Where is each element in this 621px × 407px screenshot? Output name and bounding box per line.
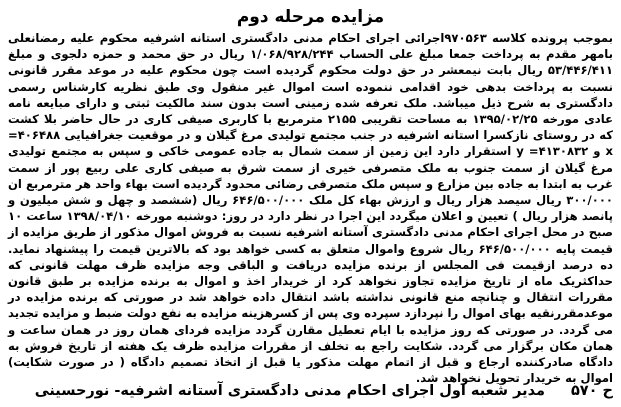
notice-signature: مدیر شعبه اول اجرای احکام مدنی دادگستری آستانه اشرفیه- نورحسینی: [34, 383, 545, 399]
notice-paragraph: بموجب پرونده کلاسه ۹۷۰۵۶۳اجرائی اجرای احکام مدنی دادگستری استانه اشرفیه محکوم علیه رمضانعلی بامهر مقدم به پرداخت جمعا مبلغ علی الحساب ۱/۰۶۸/۹۲۸/۲۴۴ ریال در حق محمد و حمزه دلجوی و مبلغ ۵۳/۴۴۶/۴۱۱ ریال بابت نیمعشر در حق دولت محکوم گردیده است چون محکوم علیه در موعد مقرر قانونی نسبت به پرداخت بدهی خود اقدامی ننموده است اموال غیر منقول وی طبق نظریه کارشناس رسمی دادگستری به شرح ذیل میباشد. ملک تعرفه شده زمینی است بدون سند مالکیت ثبتی و دارای مبایعه نامه عادی مورخه ۱۳۹۵/۰۲/۲۵ به مساحت تقریبی ۲۱۵۵ مترمربع با کاربری صیفی کاری در حال حاضر بلا کشت که در روستای نازکسرا استانه اشرفیه در جنب مجتمع تولیدی مرغ گیلان و در موقعیت جغرافیایی ۴۰۶۴۸۸= x و ۴۱۳۰۸۳۲= y استقرار دارد این زمین از سمت شمال به جاده عمومی خاکی و سپس به مجتمع تولیدی مرغ گیلان از سمت جنوب به ملک متصرفی خیری از سمت شرق به صیفی کاری علی ربیع پور از سمت غرب به ابتدا به جاده بین مزارع و سپس ملک متصرفی رضائی محدود گردیده است بهاء واحد هر مترمربع ان ۳۰۰/۰۰۰ ریال سیصد هزار ریال و ارزش بهاء کل ملک ۶۴۶/۵۰۰/۰۰۰ ریال (ششصد و چهل و شش میلیون و پانصد هزار ریال ) تعیین و اعلان میگردد این اجرا در نظر دارد در روز: دوشنبه مورخه ۱۳۹۸/۰۴/۱۰ ساعت ۱۰ صبح در محل اجرای احکام مدنی دادگستری آستانه اشرفیه نسبت به فروش اموال مذکور از طریق مزایده از قیمت پایه ۶۴۶/۵۰۰/۰۰۰ ریال شروع واموال متعلق به کسی خواهد بود که بالاترین قیمت را پیشنهاد نماید. ده درصد ازقیمت فی المجلس از برنده مزایده دریافت و الباقی وجه مزایده ظرف مهلت قانونی که حداکثریک ماه از تاریخ مزایده تجاوز نخواهد کرد از خریدار اخذ و اموال به برنده مزایده بر طبق قانون مقررات انتقال و چنانچه منع قانونی نداشته باشد انتقال داده خواهد شد در صورتی که برنده مزایده در موعدمقررنقیه بهای اموال را نپردازد سپرده وی پس از کسرهزینه مزایده به نفع دولت ضبط و مزایده تجدید می گردد. در صورتی که روز مزایده با ایام تعطیل مقارن گردد مزایده فردای همان روز در همان ساعت و همان مکان برگزار می گردد. شکایت راجع به تخلف از مقررات مزایده ظرف یک هفته از تاریخ فروش به دادگاه صادرکننده ارجاع و قبل از اتمام مهلت مذکور یا قبل از اتخاذ تصمیم دادگاه ( در صورت شکایت) اموال به خریدار تحویل نخواهد شد.: [8, 31, 614, 386]
notice-footer: [8, 381, 613, 401]
notice-body: [8, 30, 613, 386]
notice-title: مزایده مرحله دوم: [236, 7, 385, 27]
notice-code: ح ۵۷۰: [570, 383, 613, 399]
